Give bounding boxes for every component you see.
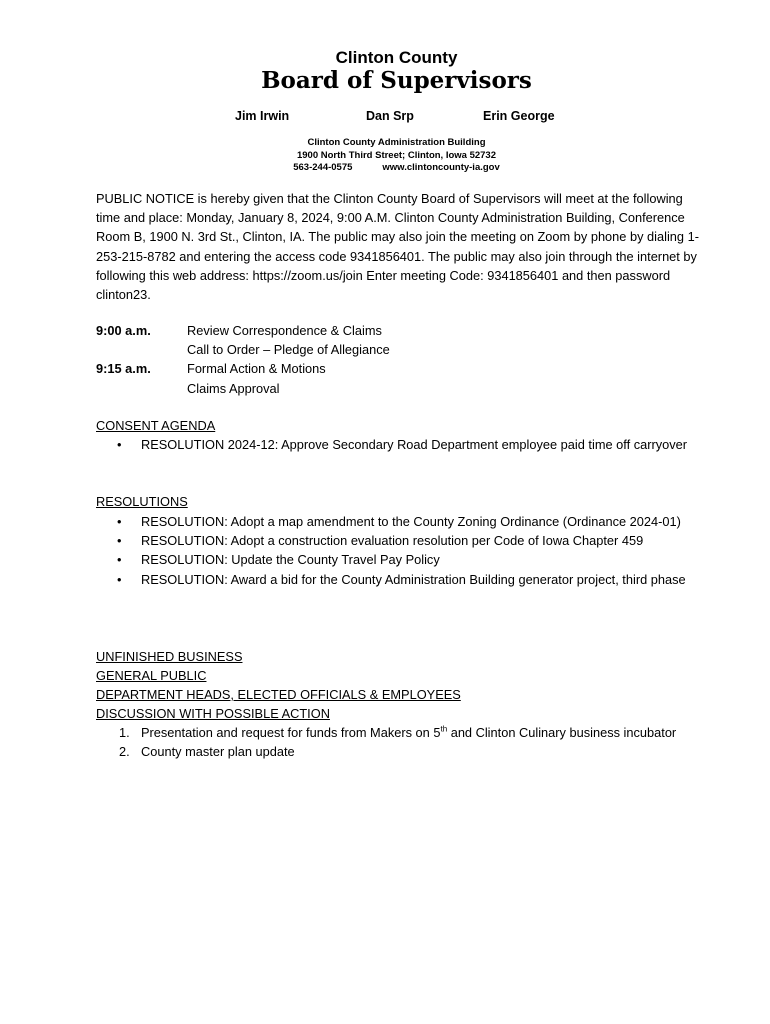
- list-item: [117, 550, 701, 569]
- list-item: [117, 531, 701, 550]
- contact-line: [0, 162, 770, 173]
- phone-number: 563-244-0575: [293, 162, 353, 173]
- item-text: RESOLUTION: Adopt a map amendment to the County Zoning Ordinance (Ordinance 2024-01): [141, 514, 681, 529]
- list-item: [117, 570, 701, 589]
- schedule-time: [96, 379, 187, 398]
- consent-agenda-list: [117, 435, 701, 454]
- general-public-heading: GENERAL PUBLIC: [96, 668, 207, 683]
- list-item: [119, 742, 701, 761]
- department-heads-heading: DEPARTMENT HEADS, ELECTED OFFICIALS & EMPLOYEES: [96, 687, 461, 702]
- bullet-icon: •: [117, 533, 122, 549]
- schedule-row: [96, 340, 390, 359]
- supervisor-name: Erin George: [483, 109, 555, 123]
- item-text: County master plan update: [141, 744, 295, 760]
- county-name: Clinton County: [335, 48, 458, 67]
- schedule-row: [96, 321, 390, 340]
- resolutions-heading: RESOLUTIONS: [96, 494, 188, 509]
- unfinished-business-heading: UNFINISHED BUSINESS: [96, 649, 243, 664]
- schedule-time: 9:00 a.m.: [96, 323, 151, 338]
- website-link[interactable]: www.clintoncounty-ia.gov: [382, 162, 500, 173]
- list-item: [119, 723, 701, 742]
- schedule-item: Call to Order – Pledge of Allegiance: [187, 342, 390, 358]
- resolutions-list: [117, 512, 701, 589]
- item-text: RESOLUTION: Award a bid for the County Administration Building generator project, third phase: [141, 571, 686, 587]
- supervisor-name: Jim Irwin: [235, 109, 290, 123]
- schedule-item: Formal Action & Motions: [187, 361, 326, 377]
- bullet-icon: •: [117, 514, 122, 529]
- discussion-heading: DISCUSSION WITH POSSIBLE ACTION: [96, 706, 330, 721]
- schedule-row: [96, 379, 390, 398]
- item-text: Presentation and request for funds from Makers on 5: [141, 725, 441, 740]
- supervisor-name: Dan Srp: [366, 109, 414, 123]
- item-text: RESOLUTION: Update the County Travel Pay Policy: [141, 552, 440, 568]
- bullet-icon: •: [117, 552, 122, 568]
- schedule-item: Claims Approval: [187, 380, 280, 396]
- item-text: RESOLUTION 2024-12: Approve Secondary Road Department employee paid time off carryover: [141, 437, 688, 452]
- consent-agenda-heading: CONSENT AGENDA: [96, 418, 216, 433]
- schedule-item: Review Correspondence & Claims: [187, 323, 382, 338]
- item-text-cont: and Clinton Culinary business incubator: [447, 725, 677, 740]
- list-item: [117, 512, 701, 531]
- public-notice: PUBLIC NOTICE is hereby given that the Clinton County Board of Supervisors will meet at the following time and place: Monday, January 8, 2024, 9:00 A.M. Clinton County Administration Building, Conference Room B, 1900 N. 3rd St., Clinton, IA. The public may also join the meeting on Zoom by phone by dialing 1-253-215-8782 and entering the access code 9341856401. The public may also join through the internet by following this web address: https://zoom.us/join Enter meeting Code: 9341856401 and then password clinton23.: [96, 191, 699, 303]
- item-number: 1.: [119, 725, 130, 740]
- board-title: Board of Supervisors: [261, 67, 532, 94]
- item-text: RESOLUTION: Adopt a construction evaluation resolution per Code of Iowa Chapter 459: [141, 533, 644, 549]
- discussion-list: [119, 723, 701, 761]
- building-name: Clinton County Administration Building: [307, 137, 486, 148]
- list-item: [117, 435, 701, 454]
- schedule-row: [96, 359, 390, 378]
- street-address: 1900 North Third Street; Clinton, Iowa 52732: [296, 150, 497, 161]
- bullet-icon: •: [117, 571, 122, 587]
- bullet-icon: •: [117, 437, 122, 452]
- schedule: [96, 321, 390, 398]
- schedule-time: [96, 340, 187, 359]
- ordinal-suffix: th: [440, 724, 448, 734]
- item-number: 2.: [119, 744, 130, 760]
- schedule-time: 9:15 a.m.: [96, 361, 151, 377]
